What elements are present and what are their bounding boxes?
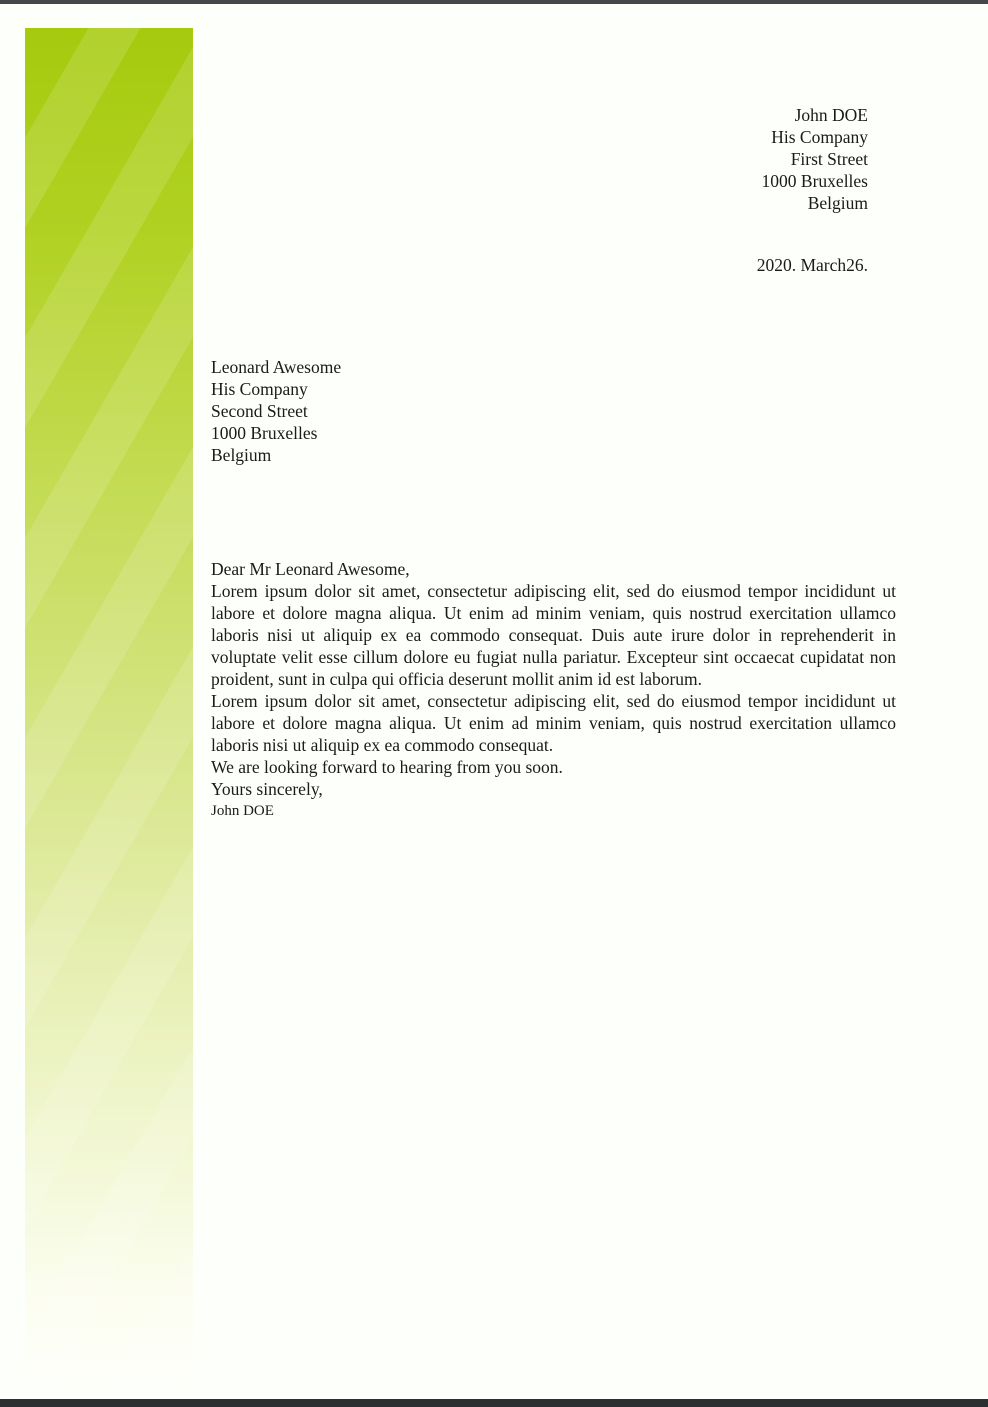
valediction: Yours sincerely, <box>211 779 323 799</box>
recipient-name: Leonard Awesome <box>211 357 342 377</box>
window-top-edge <box>0 0 988 4</box>
body-paragraph-1: Lorem ipsum dolor sit amet, consectetur adipiscing elit, sed do eiusmod tempor incididunt ut labore et dolore magna aliqua. Ut enim ad minim veniam, quis nostrud exercitation ullamco laboris nisi ut aliquip ex ea commodo consequat. Duis aute irure dolor in reprehenderit in voluptate velit esse cillum dolore eu fugiat nulla pariatur. Excepteur sint occaecat cupidatat non proident, sunt in culpa qui officia deserunt mollit anim id est laborum. <box>211 581 896 689</box>
sender-country: Belgium <box>807 193 868 213</box>
body-paragraph-2: Lorem ipsum dolor sit amet, consectetur adipiscing elit, sed do eiusmod tempor incididunt ut labore et dolore magna aliqua. Ut enim ad minim veniam, quis nostrud exercitation ullamco laboris nisi ut aliquip ex ea commodo consequat. <box>211 691 896 755</box>
salutation: Dear Mr Leonard Awesome, <box>211 559 410 579</box>
recipient-city: 1000 Bruxelles <box>211 423 318 443</box>
recipient-street: Second Street <box>211 401 308 421</box>
recipient-company: His Company <box>211 379 308 399</box>
sender-company: His Company <box>771 127 868 147</box>
sender-street: First Street <box>790 149 868 169</box>
letter-body <box>211 558 896 822</box>
sender-address-block <box>762 104 868 214</box>
window-bottom-edge <box>0 1399 988 1407</box>
date-line: 2020. March26. <box>756 255 868 275</box>
signature-name: John DOE <box>211 803 274 819</box>
sender-city: 1000 Bruxelles <box>761 171 868 191</box>
closing-line: We are looking forward to hearing from you soon. <box>211 757 563 777</box>
letterhead-gradient-stripe <box>25 28 193 1379</box>
sender-name: John DOE <box>794 105 868 125</box>
recipient-address-block <box>211 356 341 466</box>
recipient-country: Belgium <box>211 445 272 465</box>
